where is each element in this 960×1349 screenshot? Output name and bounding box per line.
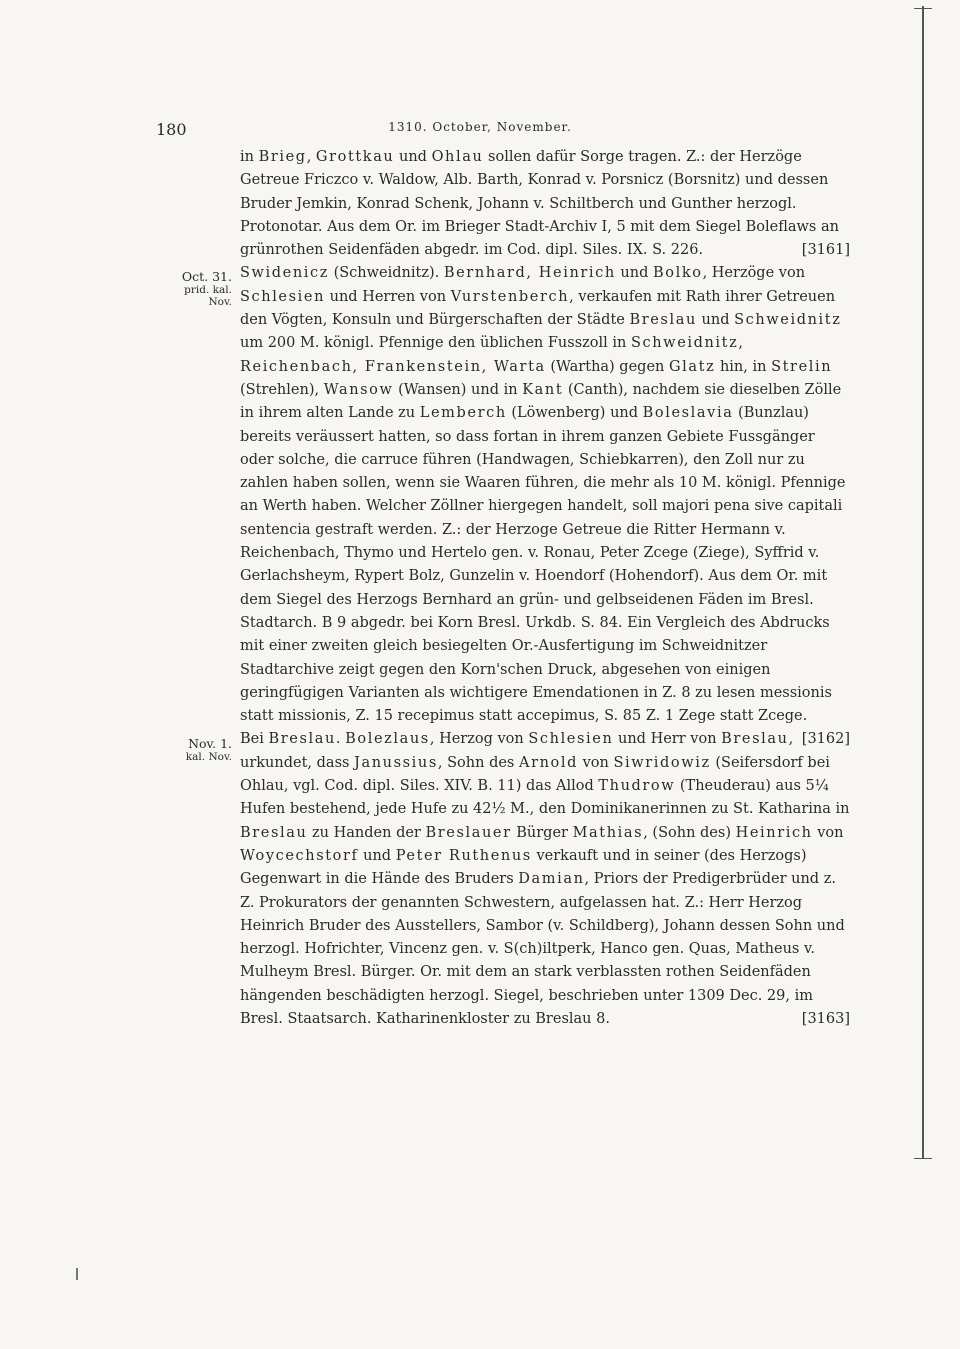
margin-date-oct31-sub2: Nov. [208,296,232,308]
text-run: und [394,149,432,165]
binding-edge [922,6,924,1158]
text-run: von [578,754,614,771]
text-run: (Theuderau) aus 5¼ Hufen bestehend, jede Hufe zu 42½ M., den Dominikanerinnen zu St. Katharina in [240,778,850,818]
text-run: , Sohn des [437,754,519,771]
person-name: Damian [518,871,585,888]
text-run: und [615,265,654,282]
text-run: und [696,312,735,329]
margin-date-nov1 [150,737,232,763]
text-run: (Wartha) gegen [545,358,669,375]
person-name: Bolezlaus [345,731,430,748]
place-name: Schlesien [528,731,614,748]
person-name: Bernhard, Heinrich [443,265,616,282]
place-name: Breslau [629,312,697,329]
text-run: und Herren von [325,288,451,305]
entry-ref-3161: [3161] [801,242,850,259]
margin-date-nov1-label: Nov. 1. [188,736,232,751]
text-run: verkauft und in seiner (des Herzogs) Gegenwart in die Hände des Bruders [240,847,807,888]
place-name: Glatz [669,358,716,375]
person-name: Peter Ruthenus [395,847,532,864]
text-run: sollen dafür Sorge tragen. Z.: der Herzöge Getreue Friczco v. Waldow, Alb. Barth, Konrad v. Porsnicz (Borsnitz) und dessen Bruder Jemkin, Konrad Schenk, Johann v. Schiltberch und Gunther herzogl. Protonotar. Aus dem Or. im Brieger Stadt-Archiv I, 5 mit dem Siegel Boleflaws an grünrothen Seidenfäden abgedr. im Cod. dipl. Siles. IX. S. 226. [240,149,839,259]
text-run: , verkaufen mit Rath ihrer Getreuen den Vögten, Konsuln und Bürgerschaften der Städte [240,288,836,329]
place-name: Strelin [771,358,833,375]
text-run: Bei [240,731,269,748]
entry-ref-3162: [3162] [801,731,850,748]
place-name: Brieg [258,149,307,165]
person-name: Bolko [653,265,703,282]
place-name: Lemberch [419,405,507,422]
text-run: von [812,824,844,841]
place-name: Thudrow [598,778,676,795]
text-run: (Canth), nachdem sie dieselben Zölle in ihrem alten Lande zu [240,381,842,422]
text-run: und Herr von [613,731,722,748]
body-text [240,146,850,1031]
margin-speck [76,1268,78,1280]
place-name: Schweidnitz [734,312,842,329]
text-run: , Herzog von [429,731,529,748]
person-name: Arnold [519,754,578,771]
text-run: Bürger [511,824,573,841]
text-run: (Bunzlau) bereits veräussert hatten, so dass fortan in ihrem ganzen Gebiete Fussgänger oder solche, die carruce führen (Handwagen, Schiebkarren), den Zoll nur zu zahlen haben sollen, wenn sie Waaren führen, die mehr als 10 M. königl. Pfennige an Werth haben. Welcher Zöllner hiergegen handelt, soll majori pena sive capitali sentencia gestraft werden. Z.: der Herzoge Getreue die Ritter Hermann v. Reichenbach, Thymo und Hertelo gen. v. Ronau, Peter Zcege (Ziege), Syffrid v. Gerlachsheym, Rypert Bolz, Gunzelin v. Hoendorf (Hohendorf). Aus dem Or. mit dem Siegel des Herzogs Bernhard an grün- und gelbseidenen Fäden im Bresl. Stadtarch. B 9 abgedr. bei Korn Bresl. Urkdb. S. 84. Ein Vergleich des Abdrucks mit einer zweiten gleich besiegelten Or.-Ausfertigung im Schweidnitzer Stadtarchive zeigt gegen den Korn'schen Druck, abgesehen von einigen geringfügigen Varianten als wichtigere Emendationen in Z. 8 zu lesen messionis statt missionis, Z. 15 recepimus statt accepimus, S. 85 Z. 1 Zege statt Zcege. [240,405,846,725]
running-head: 1310. October, November. [388,120,572,134]
place-name: Wansow [323,381,394,398]
place-name: Breslauer [425,824,512,841]
entry-3163 [240,728,850,1031]
margin-date-oct31-sub1: prid. kal. [184,284,232,296]
binding-tick-top [914,8,932,9]
place-name: Ohlau [431,149,484,165]
binding-tick-bottom [914,1158,932,1159]
text-run: (Wansen) und in [393,381,523,398]
margin-date-oct31 [150,270,232,308]
place-name: Kant [522,381,564,398]
place-name: Swidenicz [240,265,329,282]
person-name: Mathias [572,824,644,841]
text-run: um 200 M. königl. Pfennige den üblichen Fusszoll in [240,335,631,352]
place-name: Vurstenberch [450,288,570,305]
place-name: Breslau [240,824,308,841]
place-name: Breslau [721,731,789,748]
place-name: Grottkau [315,149,395,165]
text-run: , Priors der Predigerbrüder und z. Z. Prokurators der genannten Schwestern, aufgelassen hat. Z.: Herr Herzog Heinrich Bruder des Ausstellers, Sambor (v. Schildberg), Johann dessen Sohn und herzogl. Hofrichter, Vincenz gen. v. S(ch)iltperk, Hanco gen. Quas, Matheus v. Mulheym Bresl. Bürger. Or. mit dem an stark verblassten rothen Seidenfäden hängenden beschädigten herzogl. Siegel, beschrieben unter 1309 Dec. 29, im Bresl. Staatsarch. Katharinenkloster zu Breslau 8. [240,871,845,1027]
person-name: Janussius [354,754,438,771]
margin-date-nov1-sub: kal. Nov. [185,751,232,763]
text-run: (Strehlen), [240,381,324,398]
place-name: Boleslavia [642,405,734,422]
place-name: Siwridowiz [613,754,711,771]
text-run: , Herzöge von [702,265,806,282]
text-run: (Löwenberg) und [506,405,643,422]
text-run: und [358,847,396,864]
text-run: , urkundet, dass [240,731,794,771]
text-run: , [306,149,316,165]
text-run: in [240,149,259,165]
person-name: Heinrich [735,824,813,841]
place-name: Schlesien [240,288,326,305]
place-name: Breslau [268,731,336,748]
text-run: (Schweidnitz). [328,265,444,282]
place-name: Woycechstorf [240,847,359,864]
margin-date-oct31-label: Oct. 31. [181,269,232,284]
text-run: zu Handen der [307,824,426,841]
text-run: (Seifersdorf bei Ohlau, vgl. Cod. dipl. Siles. XIV. B. 11) das Allod [240,754,830,795]
text-run: hin, in [715,358,772,375]
page-number: 180 [156,120,187,139]
entry-ref-3163: [3163] [801,1010,850,1027]
entry-3161-tail [240,146,850,262]
place-name: Schweidnitz, Reichenbach, Frankenstein, Warta [240,335,745,375]
text-run: , (Sohn des) [643,824,736,841]
text-run: . [335,731,346,748]
